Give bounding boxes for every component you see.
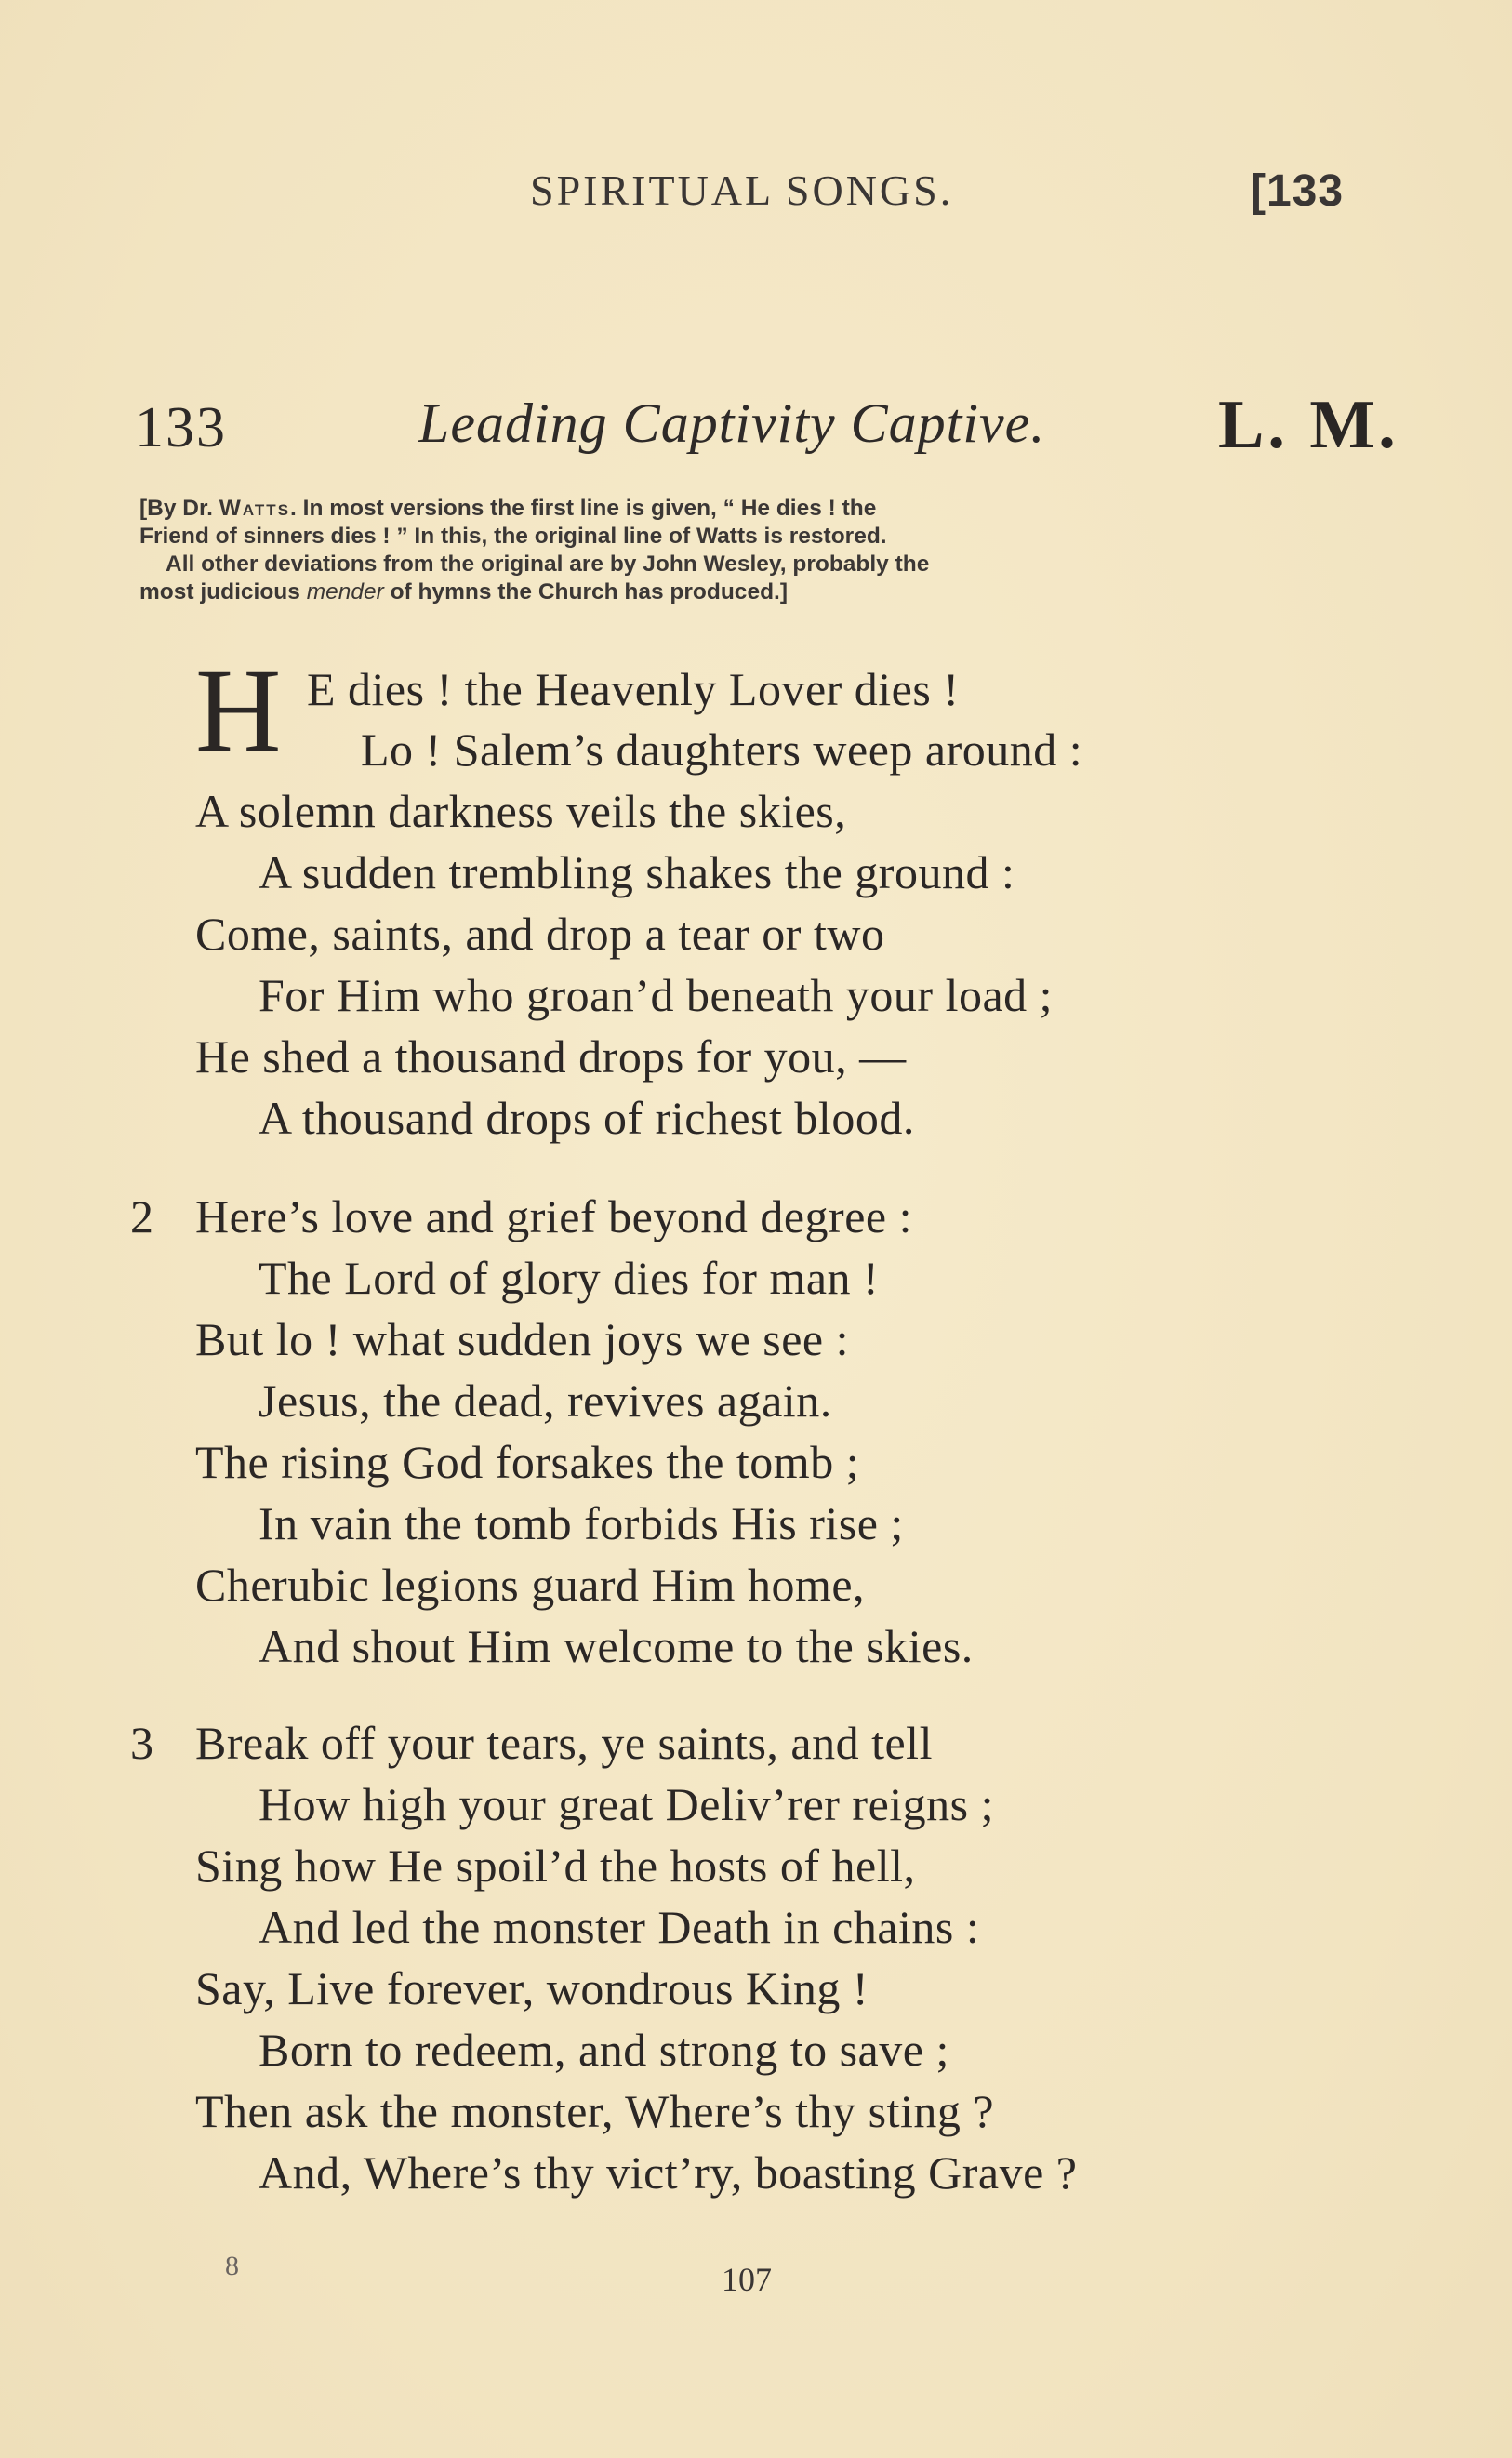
note-line-3: All other deviations from the original are by John Wesley, probably the: [166, 551, 930, 577]
stanza-2-line-7: Cherubic legions guard Him home,: [195, 1559, 866, 1611]
note-line-1: [By Dr. Watts. In most versions the first line is given, “ He dies ! the: [139, 496, 877, 521]
note-author: Watts: [219, 496, 291, 521]
drop-cap: H: [195, 644, 282, 777]
stanza-3-number: 3: [130, 1717, 153, 1769]
running-head-title: SPIRITUAL SONGS.: [530, 166, 954, 214]
stanza-3-line-3: Sing how He spoil’d the hosts of hell,: [195, 1840, 916, 1892]
stanza-3-line-4: And led the monster Death in chains :: [259, 1901, 980, 1953]
stanza-2-line-1: Here’s love and grief beyond degree :: [195, 1190, 912, 1242]
stanza-2-number: 2: [130, 1190, 153, 1242]
stanza-2-line-5: The rising God forsakes the tomb ;: [195, 1436, 860, 1488]
stanza-1-line-7: He shed a thousand drops for you, —: [195, 1030, 907, 1083]
stanza-3-line-2: How high your great Deliv’rer reigns ;: [259, 1778, 994, 1830]
stanza-1-line-4: A sudden trembling shakes the ground :: [259, 846, 1015, 898]
stanza-2-line-3: But lo ! what sudden joys we see :: [195, 1313, 850, 1365]
hymn-meter: L. M.: [1218, 387, 1399, 463]
stanza-1-line-5: Come, saints, and drop a tear or two: [195, 908, 885, 960]
editorial-note: [139, 495, 1376, 606]
stanza-3-line-5: Say, Live forever, wondrous King !: [195, 1962, 869, 2014]
stanza-3-line-8: And, Where’s thy vict’ry, boasting Grave ?: [259, 2146, 1078, 2199]
stanza-1-line-6: For Him who groan’d beneath your load ;: [259, 969, 1054, 1021]
running-head-page-number: [133: [1251, 166, 1345, 216]
note-line-2: Friend of sinners dies ! ” In this, the original line of Watts is restored.: [139, 524, 887, 549]
stanza-3-line-6: Born to redeem, and strong to save ;: [259, 2024, 949, 2076]
stanza-2-line-8: And shout Him welcome to the skies.: [259, 1620, 974, 1672]
signature-mark: 8: [225, 2251, 239, 2281]
stanza-3-line-1: Break off your tears, ye saints, and tell: [195, 1717, 933, 1769]
stanza-2-line-2: The Lord of glory dies for man !: [259, 1252, 880, 1304]
stanza-2-line-6: In vain the tomb forbids His rise ;: [259, 1497, 904, 1549]
stanza-3-line-7: Then ask the monster, Where’s thy sting ?: [195, 2085, 995, 2137]
hymn-number: 133: [135, 396, 227, 459]
hymn-heading: [0, 386, 1512, 470]
running-head: [0, 166, 1512, 221]
hymn-title: Leading Captivity Captive.: [418, 392, 1046, 454]
stanza-1-line-2: Lo ! Salem’s daughters weep around :: [361, 724, 1083, 776]
folio-number: 107: [722, 2261, 772, 2298]
stanza-1-line-8: A thousand drops of richest blood.: [259, 1092, 915, 1144]
note-line-4: most judicious mender of hymns the Church has produced.]: [139, 579, 788, 605]
stanza-1-line-3: A solemn darkness veils the skies,: [195, 785, 847, 837]
stanza-2-line-4: Jesus, the dead, revives again.: [259, 1375, 832, 1427]
stanza-1-line-1: E dies ! the Heavenly Lover dies !: [307, 663, 960, 715]
note-italic-word: mender: [306, 579, 384, 605]
